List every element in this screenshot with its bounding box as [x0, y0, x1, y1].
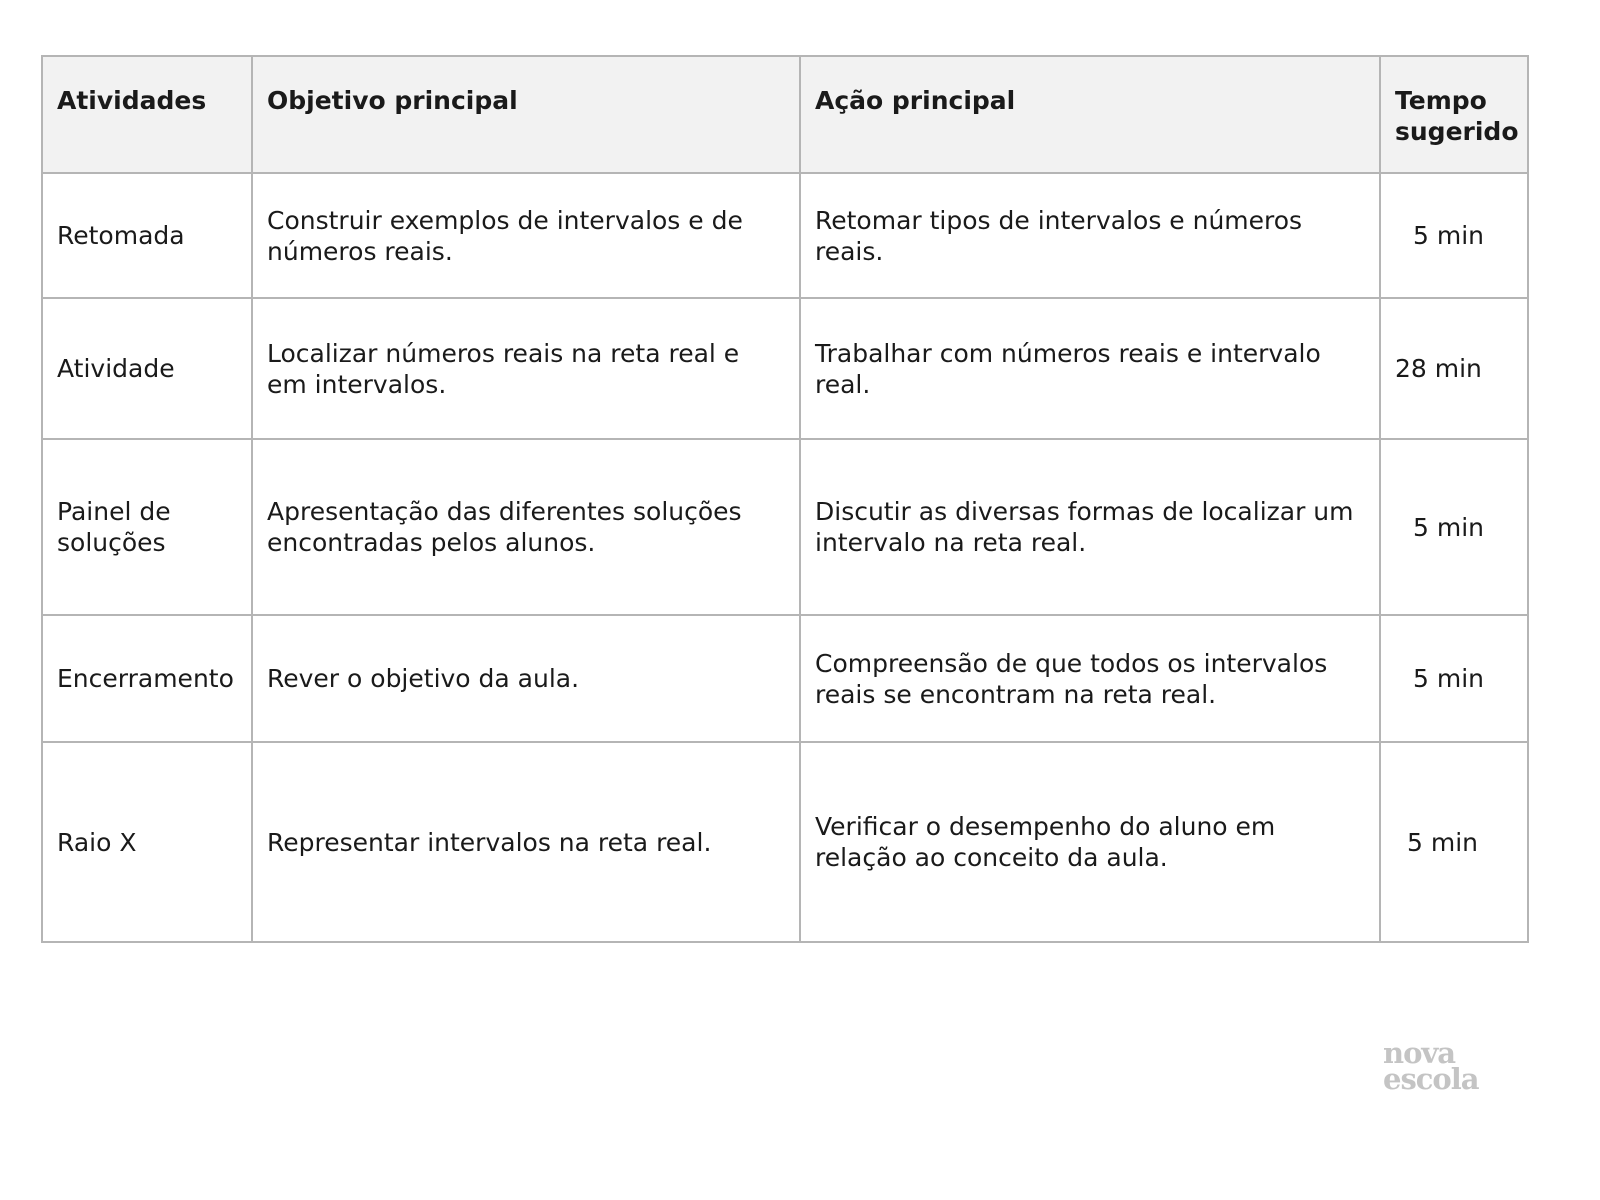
cell-acao: Retomar tipos de intervalos e números reais.	[800, 173, 1380, 298]
cell-acao: Trabalhar com números reais e intervalo real.	[800, 298, 1380, 439]
cell-tempo: 5 min	[1380, 742, 1528, 942]
header-atividades: Atividades	[42, 56, 252, 173]
table-row	[42, 615, 1528, 742]
cell-acao: Compreensão de que todos os intervalos reais se encontram na reta real.	[800, 615, 1380, 742]
cell-atividade: Raio X	[42, 742, 252, 942]
cell-tempo: 5 min	[1380, 173, 1528, 298]
cell-tempo: 5 min	[1380, 439, 1528, 615]
logo-line-1: nova	[1383, 1036, 1456, 1070]
cell-atividade: Painel de soluções	[42, 439, 252, 615]
cell-acao: Verificar o desempenho do aluno em relação ao conceito da aula.	[800, 742, 1380, 942]
table-row	[42, 742, 1528, 942]
table-row	[42, 173, 1528, 298]
cell-atividade: Atividade	[42, 298, 252, 439]
table-row	[42, 298, 1528, 439]
lesson-plan-table	[41, 55, 1529, 943]
cell-objetivo: Apresentação das diferentes soluções encontradas pelos alunos.	[252, 439, 800, 615]
header-tempo: Tempo sugerido	[1380, 56, 1528, 173]
cell-objetivo: Representar intervalos na reta real.	[252, 742, 800, 942]
cell-atividade: Retomada	[42, 173, 252, 298]
cell-objetivo: Construir exemplos de intervalos e de números reais.	[252, 173, 800, 298]
header-acao: Ação principal	[800, 56, 1380, 173]
header-objetivo: Objetivo principal	[252, 56, 800, 173]
cell-objetivo: Localizar números reais na reta real e em intervalos.	[252, 298, 800, 439]
logo-line-2: escola	[1383, 1062, 1479, 1096]
cell-tempo: 5 min	[1380, 615, 1528, 742]
cell-objetivo: Rever o objetivo da aula.	[252, 615, 800, 742]
header-row	[42, 56, 1528, 173]
cell-atividade: Encerramento	[42, 615, 252, 742]
cell-tempo: 28 min	[1380, 298, 1528, 439]
table-row	[42, 439, 1528, 615]
cell-acao: Discutir as diversas formas de localizar um intervalo na reta real.	[800, 439, 1380, 615]
nova-escola-logo	[1383, 1036, 1479, 1096]
